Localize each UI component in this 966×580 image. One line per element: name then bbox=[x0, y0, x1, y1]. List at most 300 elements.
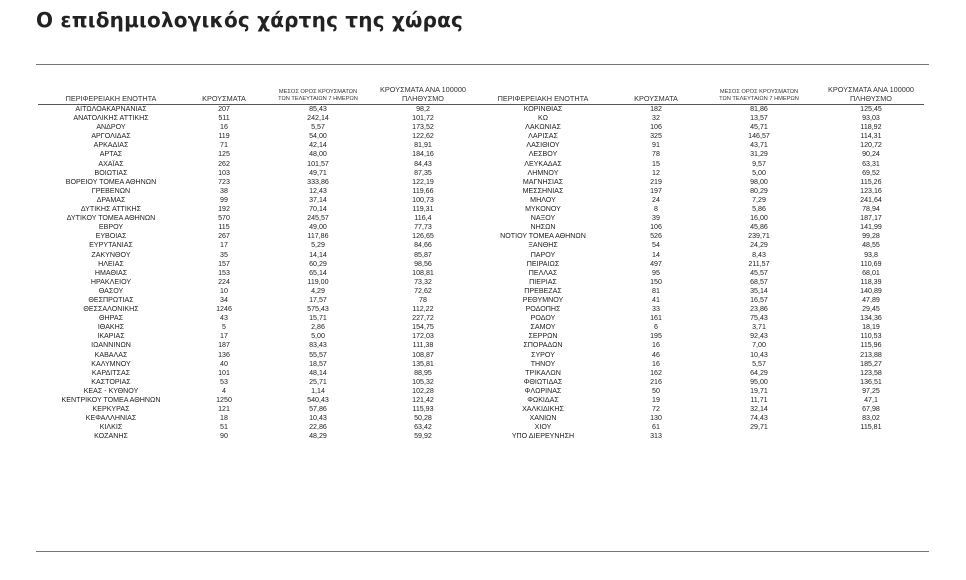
cell-region-right: ΤΡΙΚΑΛΩΝ bbox=[525, 368, 561, 377]
cell-avg7-right: 239,71 bbox=[748, 232, 770, 241]
cell-region-left: ΘΗΡΑΣ bbox=[99, 314, 123, 323]
cell-cases-right: 130 bbox=[650, 414, 662, 423]
cell-per100k-left: 112,22 bbox=[412, 305, 434, 314]
cell-avg7-right: 5,00 bbox=[752, 168, 766, 177]
table-row bbox=[38, 205, 924, 214]
cell-region-left: ΚΕΑΣ - ΚΥΘΝΟΥ bbox=[83, 386, 139, 395]
cell-cases-right: 526 bbox=[650, 232, 662, 241]
table-header bbox=[38, 82, 924, 103]
cell-avg7-right: 75,43 bbox=[750, 314, 768, 323]
cell-avg7-left: 48,00 bbox=[309, 150, 327, 159]
cell-cases-left: 4 bbox=[222, 386, 226, 395]
table-row bbox=[38, 369, 924, 378]
cell-region-right: ΠΕΙΡΑΙΩΣ bbox=[526, 259, 560, 268]
cell-avg7-right: 10,43 bbox=[750, 350, 768, 359]
cell-cases-right: 182 bbox=[650, 105, 662, 113]
cell-region-left: ΔΡΑΜΑΣ bbox=[96, 195, 126, 204]
cell-avg7-left: 17,57 bbox=[309, 295, 327, 304]
cell-region-right: ΛΑΚΩΝΙΑΣ bbox=[525, 123, 561, 132]
cell-region-right: ΠΕΛΛΑΣ bbox=[528, 268, 558, 277]
cell-per100k-right: 78,94 bbox=[862, 205, 880, 214]
table-row bbox=[38, 160, 924, 169]
cell-cases-right: 12 bbox=[652, 168, 660, 177]
cell-cases-right: 325 bbox=[650, 132, 662, 141]
table-row bbox=[38, 214, 924, 223]
cell-cases-left: 71 bbox=[220, 141, 228, 150]
cell-avg7-right: 146,57 bbox=[748, 132, 770, 141]
cell-region-left: ΕΥΒΟΙΑΣ bbox=[95, 232, 127, 241]
cell-cases-right: 216 bbox=[650, 377, 662, 386]
cell-avg7-left: 49,71 bbox=[309, 168, 327, 177]
table-row bbox=[38, 260, 924, 269]
table-row bbox=[38, 123, 924, 132]
cell-region-right: ΜΗΛΟΥ bbox=[530, 195, 556, 204]
table-row bbox=[38, 232, 924, 241]
cell-per100k-left: 88,95 bbox=[414, 368, 432, 377]
cell-per100k-left: 59,92 bbox=[414, 432, 432, 441]
cell-per100k-left: 154,75 bbox=[412, 323, 434, 332]
cell-cases-right: 91 bbox=[652, 141, 660, 150]
cell-per100k-right: 47,89 bbox=[862, 295, 880, 304]
cell-cases-left: 1250 bbox=[216, 396, 232, 404]
cell-avg7-right: 13,57 bbox=[750, 114, 768, 123]
cell-avg7-left: 60,29 bbox=[309, 259, 327, 268]
cell-region-right: ΛΑΣΙΘΙΟΥ bbox=[526, 141, 560, 150]
cell-per100k-right: 123,58 bbox=[860, 368, 882, 377]
cell-per100k-left: 50,28 bbox=[414, 414, 432, 423]
cell-cases-left: 35 bbox=[220, 250, 228, 259]
cell-cases-left: 262 bbox=[218, 159, 230, 168]
cell-per100k-left: 184,16 bbox=[412, 150, 434, 159]
cell-cases-right: 195 bbox=[650, 332, 662, 341]
cell-per100k-left: 115,93 bbox=[412, 405, 434, 414]
cell-per100k-left: 81,91 bbox=[414, 141, 432, 150]
cell-avg7-right: 11,71 bbox=[750, 396, 768, 404]
cell-region-right: ΛΗΜΝΟΥ bbox=[527, 168, 559, 177]
cell-cases-left: 224 bbox=[218, 277, 230, 286]
cell-per100k-right: 141,99 bbox=[860, 223, 882, 232]
cell-avg7-left: 54,00 bbox=[309, 132, 327, 141]
cell-per100k-right: 67,98 bbox=[862, 405, 880, 414]
cell-region-left: ΚΑΛΥΜΝΟΥ bbox=[91, 359, 131, 368]
cell-cases-left: 40 bbox=[220, 359, 228, 368]
cell-region-right: ΠΑΡΟΥ bbox=[530, 250, 556, 259]
cell-avg7-left: 119,00 bbox=[307, 277, 329, 286]
cell-per100k-right: 29,45 bbox=[862, 305, 880, 314]
cell-avg7-right: 31,29 bbox=[750, 150, 768, 159]
cell-region-left: ΚΟΖΑΝΗΣ bbox=[94, 432, 128, 441]
cell-region-left: ΕΒΡΟΥ bbox=[98, 223, 124, 232]
cell-region-right: ΠΙΕΡΙΑΣ bbox=[529, 277, 557, 286]
cell-region-left: ΚΑΡΔΙΤΣΑΣ bbox=[91, 368, 131, 377]
cell-per100k-right: 187,17 bbox=[860, 214, 882, 223]
cell-per100k-right: 136,51 bbox=[860, 377, 882, 386]
cell-cases-right: 95 bbox=[652, 268, 660, 277]
table-row bbox=[38, 187, 924, 196]
cell-per100k-left: 78 bbox=[419, 295, 427, 304]
cell-per100k-left: 102,28 bbox=[412, 386, 434, 395]
cell-cases-right: 16 bbox=[652, 359, 660, 368]
cell-cases-left: 125 bbox=[218, 150, 230, 159]
cell-cases-right: 16 bbox=[652, 341, 660, 350]
table-row bbox=[38, 423, 924, 432]
cell-avg7-left: 117,86 bbox=[307, 232, 329, 241]
cell-cases-right: 106 bbox=[650, 223, 662, 232]
table-row bbox=[38, 405, 924, 414]
cell-per100k-left: 126,65 bbox=[412, 232, 434, 241]
cell-region-left: ΑΡΚΑΔΙΑΣ bbox=[93, 141, 129, 150]
cell-cases-left: 5 bbox=[222, 323, 226, 332]
table-row bbox=[38, 132, 924, 141]
cell-avg7-right: 92,43 bbox=[750, 332, 768, 341]
cell-cases-right: 162 bbox=[650, 368, 662, 377]
cell-avg7-right: 8,43 bbox=[752, 250, 766, 259]
table-row bbox=[38, 360, 924, 369]
cell-cases-right: 6 bbox=[654, 323, 658, 332]
cell-cases-left: 207 bbox=[218, 105, 230, 113]
bottom-divider bbox=[36, 551, 929, 552]
cell-per100k-right bbox=[818, 432, 924, 441]
cell-per100k-right: 110,53 bbox=[860, 332, 882, 341]
cell-per100k-left: 105,32 bbox=[412, 377, 434, 386]
cell-cases-right: 19 bbox=[652, 396, 660, 404]
cell-per100k-right: 47,1 bbox=[864, 396, 878, 404]
cell-region-left: ΔΥΤΙΚΟΥ ΤΟΜΕΑ ΑΘΗΝΩΝ bbox=[66, 214, 156, 223]
cell-region-right: ΝΗΣΩΝ bbox=[530, 223, 556, 232]
cell-avg7-right: 211,57 bbox=[748, 259, 770, 268]
cell-per100k-right: 123,16 bbox=[860, 186, 882, 195]
cell-per100k-left: 84,66 bbox=[414, 241, 432, 250]
header-region-right: ΠΕΡΙΦΕΡΕΙΑΚΗ ΕΝΟΤΗΤΑ bbox=[497, 94, 589, 103]
cell-per100k-left: 121,42 bbox=[412, 396, 434, 404]
table-row bbox=[38, 396, 924, 405]
cell-region-right: ΣΕΡΡΩΝ bbox=[528, 332, 558, 341]
top-divider bbox=[36, 64, 929, 65]
table-row bbox=[38, 323, 924, 332]
cell-avg7-left: 5,29 bbox=[311, 241, 325, 250]
cell-avg7-left: 48,14 bbox=[309, 368, 327, 377]
cell-cases-right: 15 bbox=[652, 159, 660, 168]
cell-cases-right: 54 bbox=[652, 241, 660, 250]
cell-region-left: ΒΟΙΩΤΙΑΣ bbox=[94, 168, 128, 177]
cell-avg7-right: 23,86 bbox=[750, 305, 768, 314]
cell-cases-left: 723 bbox=[218, 177, 230, 186]
cell-avg7-right: 98,00 bbox=[750, 177, 768, 186]
cell-cases-right: 106 bbox=[650, 123, 662, 132]
cell-avg7-left: 245,57 bbox=[307, 214, 329, 223]
cell-per100k-left: 108,81 bbox=[412, 268, 434, 277]
cell-avg7-left: 333,86 bbox=[307, 177, 329, 186]
cell-cases-left: 53 bbox=[220, 377, 228, 386]
cell-cases-right: 197 bbox=[650, 186, 662, 195]
cell-avg7-left: 5,00 bbox=[311, 332, 325, 341]
cell-avg7-right: 81,86 bbox=[750, 105, 768, 113]
cell-cases-right: 33 bbox=[652, 305, 660, 314]
cell-per100k-left: 84,43 bbox=[414, 159, 432, 168]
cell-region-left: ΗΜΑΘΙΑΣ bbox=[94, 268, 128, 277]
cell-avg7-left: 49,00 bbox=[309, 223, 327, 232]
cell-avg7-right: 9,57 bbox=[752, 159, 766, 168]
cell-cases-left: 121 bbox=[218, 405, 230, 414]
cell-per100k-left: 172,03 bbox=[412, 332, 434, 341]
cell-region-right: ΤΗΝΟΥ bbox=[530, 359, 556, 368]
cell-avg7-left: 1,14 bbox=[311, 386, 325, 395]
cell-per100k-left: 116,4 bbox=[414, 214, 432, 223]
cell-avg7-left: 25,71 bbox=[309, 377, 327, 386]
cell-avg7-left: 48,29 bbox=[309, 432, 327, 441]
cell-avg7-left: 242,14 bbox=[307, 114, 329, 123]
table-row bbox=[38, 341, 924, 350]
cell-avg7-left: 55,57 bbox=[309, 350, 327, 359]
cell-region-right: ΣΠΟΡΑΔΩΝ bbox=[523, 341, 563, 350]
header-cases-left: ΚΡΟΥΣΜΑΤΑ bbox=[202, 94, 246, 103]
cell-avg7-left: 37,14 bbox=[309, 195, 327, 204]
cell-region-left: ΙΘΑΚΗΣ bbox=[97, 323, 125, 332]
cell-region-right: ΡΕΘΥΜΝΟΥ bbox=[522, 295, 564, 304]
cell-per100k-left: 98,56 bbox=[414, 259, 432, 268]
cell-region-left: ΗΛΕΙΑΣ bbox=[98, 259, 124, 268]
cell-avg7-left: 4,29 bbox=[311, 286, 325, 295]
cell-per100k-left: 87,35 bbox=[414, 168, 432, 177]
cell-avg7-left: 70,14 bbox=[309, 205, 327, 214]
cell-region-right: ΦΘΙΩΤΙΔΑΣ bbox=[523, 377, 563, 386]
cell-avg7-left: 57,86 bbox=[309, 405, 327, 414]
header-per100k-right: ΚΡΟΥΣΜΑΤΑ ΑΝΑ 100000 ΠΛΗΘΥΣΜΟ bbox=[828, 85, 914, 103]
cell-avg7-left: 575,43 bbox=[307, 305, 329, 314]
cell-per100k-right: 125,45 bbox=[860, 105, 882, 113]
cell-per100k-right: 118,39 bbox=[860, 277, 882, 286]
cell-per100k-right: 115,96 bbox=[860, 341, 882, 350]
cell-avg7-right: 19,71 bbox=[750, 386, 768, 395]
cell-avg7-right: 7,29 bbox=[752, 195, 766, 204]
cell-avg7-left: 12,43 bbox=[309, 186, 327, 195]
cell-per100k-right: 63,31 bbox=[862, 159, 880, 168]
table-row bbox=[38, 178, 924, 187]
cell-avg7-right: 45,86 bbox=[750, 223, 768, 232]
cell-per100k-left: 119,31 bbox=[412, 205, 434, 214]
cell-per100k-right: 110,69 bbox=[860, 259, 882, 268]
cell-cases-left: 16 bbox=[220, 123, 228, 132]
cell-per100k-left: 77,73 bbox=[414, 223, 432, 232]
cell-region-left: ΑΧΑΪΑΣ bbox=[98, 159, 124, 168]
cell-cases-right: 39 bbox=[652, 214, 660, 223]
cell-region-right: ΦΛΩΡΙΝΑΣ bbox=[524, 386, 562, 395]
cell-per100k-right: 118,92 bbox=[860, 123, 882, 132]
cell-region-right: ΡΟΔΟΠΗΣ bbox=[525, 305, 561, 314]
table-row bbox=[38, 351, 924, 360]
cell-per100k-left: 73,32 bbox=[414, 277, 432, 286]
cell-region-left: ΚΕΦΑΛΛΗΝΙΑΣ bbox=[85, 414, 137, 423]
cell-region-left: ΚΑΣΤΟΡΙΑΣ bbox=[91, 377, 131, 386]
cell-region-right: ΛΑΡΙΣΑΣ bbox=[528, 132, 558, 141]
cell-per100k-left: 100,73 bbox=[412, 195, 434, 204]
cell-avg7-left: 85,43 bbox=[309, 105, 327, 113]
table-row bbox=[38, 223, 924, 232]
cell-region-right: ΧΑΝΙΩΝ bbox=[529, 414, 557, 423]
cell-cases-left: 153 bbox=[218, 268, 230, 277]
cell-avg7-right: 95,00 bbox=[750, 377, 768, 386]
cell-cases-right: 78 bbox=[652, 150, 660, 159]
cell-avg7-right: 24,29 bbox=[750, 241, 768, 250]
cell-per100k-right: 97,25 bbox=[862, 386, 880, 395]
cell-per100k-right: 241,64 bbox=[860, 195, 882, 204]
cell-per100k-right: 213,88 bbox=[860, 350, 882, 359]
cell-cases-left: 17 bbox=[220, 332, 228, 341]
cell-region-left: ΘΕΣΣΑΛΟΝΙΚΗΣ bbox=[83, 305, 139, 314]
cell-avg7-left: 2,86 bbox=[311, 323, 325, 332]
page-title: Ο επιδημιολογικός χάρτης της χώρας bbox=[36, 8, 464, 32]
cell-avg7-right: 5,57 bbox=[752, 359, 766, 368]
cell-per100k-right: 134,36 bbox=[860, 314, 882, 323]
table-row bbox=[38, 305, 924, 314]
table-row bbox=[38, 169, 924, 178]
table-body bbox=[38, 104, 924, 441]
cell-cases-right: 313 bbox=[650, 432, 662, 441]
cell-region-right: ΥΠΟ ΔΙΕΡΕΥΝΗΣΗ bbox=[511, 432, 575, 441]
cell-avg7-left: 540,43 bbox=[307, 396, 329, 404]
cell-region-right: ΣΥΡΟΥ bbox=[531, 350, 555, 359]
cell-region-right: ΚΟΡΙΝΘΙΑΣ bbox=[523, 105, 563, 113]
cell-cases-right: 41 bbox=[652, 295, 660, 304]
header-cases-right: ΚΡΟΥΣΜΑΤΑ bbox=[634, 94, 678, 103]
cell-cases-left: 103 bbox=[218, 168, 230, 177]
cell-region-right: ΝΟΤΙΟΥ ΤΟΜΕΑ ΑΘΗΝΩΝ bbox=[500, 232, 586, 241]
header-region-left: ΠΕΡΙΦΕΡΕΙΑΚΗ ΕΝΟΤΗΤΑ bbox=[65, 94, 157, 103]
cell-cases-left: 119 bbox=[218, 132, 230, 141]
cell-per100k-left: 63,42 bbox=[414, 423, 432, 432]
cell-avg7-right: 5,86 bbox=[752, 205, 766, 214]
cell-per100k-right: 93,03 bbox=[862, 114, 880, 123]
cell-region-left: ΚΕΡΚΥΡΑΣ bbox=[92, 405, 130, 414]
cell-avg7-right: 32,14 bbox=[750, 405, 768, 414]
cell-region-right: ΜΕΣΣΗΝΙΑΣ bbox=[522, 186, 564, 195]
table-row bbox=[38, 241, 924, 250]
cases-table bbox=[38, 82, 924, 441]
table-row bbox=[38, 278, 924, 287]
cell-region-left: ΗΡΑΚΛΕΙΟΥ bbox=[90, 277, 132, 286]
table-row bbox=[38, 378, 924, 387]
cell-cases-right: 61 bbox=[652, 423, 660, 432]
cell-cases-right: 32 bbox=[652, 114, 660, 123]
table-row bbox=[38, 314, 924, 323]
cell-cases-left: 511 bbox=[218, 114, 230, 123]
cell-per100k-left: 119,66 bbox=[412, 186, 434, 195]
cell-region-left: ΓΡΕΒΕΝΩΝ bbox=[91, 186, 131, 195]
cell-per100k-right: 115,81 bbox=[860, 423, 882, 432]
cell-per100k-right: 83,02 bbox=[862, 414, 880, 423]
cell-region-left: ΑΡΓΟΛΙΔΑΣ bbox=[91, 132, 131, 141]
cell-cases-left: 136 bbox=[218, 350, 230, 359]
cell-region-right: ΧΑΛΚΙΔΙΚΗΣ bbox=[522, 405, 564, 414]
cell-avg7-left: 5,57 bbox=[311, 123, 325, 132]
cell-avg7-left: 42,14 bbox=[309, 141, 327, 150]
cell-per100k-right: 93,8 bbox=[864, 250, 878, 259]
cell-cases-right: 8 bbox=[654, 205, 658, 214]
cell-cases-left: 115 bbox=[218, 223, 230, 232]
cell-per100k-left: 135,81 bbox=[412, 359, 434, 368]
cell-per100k-left: 72,62 bbox=[414, 286, 432, 295]
cell-region-left: ΒΟΡΕΙΟΥ ΤΟΜΕΑ ΑΘΗΝΩΝ bbox=[65, 177, 157, 186]
cell-cases-left: 570 bbox=[218, 214, 230, 223]
cell-avg7-left: 22,86 bbox=[309, 423, 327, 432]
cell-per100k-right: 48,55 bbox=[862, 241, 880, 250]
cell-per100k-right: 18,19 bbox=[862, 323, 880, 332]
cell-cases-left: 43 bbox=[220, 314, 228, 323]
cell-region-left: ΙΚΑΡΙΑΣ bbox=[97, 332, 125, 341]
cell-per100k-left: 122,19 bbox=[412, 177, 434, 186]
header-per100k-left: ΚΡΟΥΣΜΑΤΑ ΑΝΑ 100000 ΠΛΗΘΥΣΜΟ bbox=[380, 85, 466, 103]
cell-region-right: ΧΙΟΥ bbox=[534, 423, 552, 432]
cell-avg7-right: 45,57 bbox=[750, 268, 768, 277]
cell-per100k-left: 227,72 bbox=[412, 314, 434, 323]
cell-cases-left: 90 bbox=[220, 432, 228, 441]
cell-per100k-right: 115,26 bbox=[860, 177, 882, 186]
cell-cases-left: 34 bbox=[220, 295, 228, 304]
table-row bbox=[38, 105, 924, 114]
cell-cases-right: 72 bbox=[652, 405, 660, 414]
cell-cases-left: 192 bbox=[218, 205, 230, 214]
cell-avg7-right: 80,29 bbox=[750, 186, 768, 195]
cell-region-left: ΚΙΛΚΙΣ bbox=[99, 423, 123, 432]
cell-region-left: ΑΙΤΩΛΟΑΚΑΡΝΑΝΙΑΣ bbox=[75, 105, 147, 113]
cell-per100k-right: 114,31 bbox=[860, 132, 882, 141]
cell-per100k-left: 85,87 bbox=[414, 250, 432, 259]
cell-cases-right: 46 bbox=[652, 350, 660, 359]
cell-region-right: ΜΑΓΝΗΣΙΑΣ bbox=[522, 177, 564, 186]
cell-per100k-left: 173,52 bbox=[412, 123, 434, 132]
cell-per100k-right: 140,89 bbox=[860, 286, 882, 295]
cell-per100k-left: 111,38 bbox=[412, 341, 434, 350]
cell-per100k-right: 120,72 bbox=[860, 141, 882, 150]
cell-cases-right: 24 bbox=[652, 195, 660, 204]
table-row bbox=[38, 332, 924, 341]
cell-avg7-right: 3,71 bbox=[752, 323, 766, 332]
cell-cases-right: 81 bbox=[652, 286, 660, 295]
cell-region-left: ΑΡΤΑΣ bbox=[99, 150, 123, 159]
cell-cases-left: 99 bbox=[220, 195, 228, 204]
cell-per100k-left: 108,87 bbox=[412, 350, 434, 359]
cell-per100k-right: 90,24 bbox=[862, 150, 880, 159]
cell-per100k-right: 185,27 bbox=[860, 359, 882, 368]
cell-avg7-right: 7,00 bbox=[752, 341, 766, 350]
cell-cases-right: 219 bbox=[650, 177, 662, 186]
cell-cases-left: 10 bbox=[220, 286, 228, 295]
cell-avg7-right: 29,71 bbox=[750, 423, 768, 432]
cell-per100k-right: 69,52 bbox=[862, 168, 880, 177]
cell-avg7-left: 65,14 bbox=[309, 268, 327, 277]
cell-cases-right: 150 bbox=[650, 277, 662, 286]
table-row bbox=[38, 141, 924, 150]
header-avg7-right: ΜΕΣΟΣ ΟΡΟΣ ΚΡΟΥΣΜΑΤΩΝ ΤΩΝ ΤΕΛΕΥΤΑΙΩΝ 7 ΗΜΕΡΩΝ bbox=[719, 89, 799, 102]
cell-avg7-right: 35,14 bbox=[750, 286, 768, 295]
cell-region-left: ΘΑΣΟΥ bbox=[98, 286, 124, 295]
cell-region-right: ΚΩ bbox=[537, 114, 549, 123]
cell-cases-left: 157 bbox=[218, 259, 230, 268]
cell-per100k-left: 122,62 bbox=[412, 132, 434, 141]
cell-avg7-right: 74,43 bbox=[750, 414, 768, 423]
cell-region-right: ΛΕΥΚΑΔΑΣ bbox=[524, 159, 562, 168]
cell-region-left: ΘΕΣΠΡΩΤΙΑΣ bbox=[88, 295, 134, 304]
cell-cases-right: 161 bbox=[650, 314, 662, 323]
cell-avg7-left: 101,57 bbox=[307, 159, 329, 168]
cell-cases-right: 497 bbox=[650, 259, 662, 268]
cell-avg7-right: 16,57 bbox=[750, 295, 768, 304]
cell-cases-left: 38 bbox=[220, 186, 228, 195]
table-row bbox=[38, 114, 924, 123]
table-row bbox=[38, 251, 924, 260]
table-row bbox=[38, 150, 924, 159]
cell-per100k-right: 99,28 bbox=[862, 232, 880, 241]
